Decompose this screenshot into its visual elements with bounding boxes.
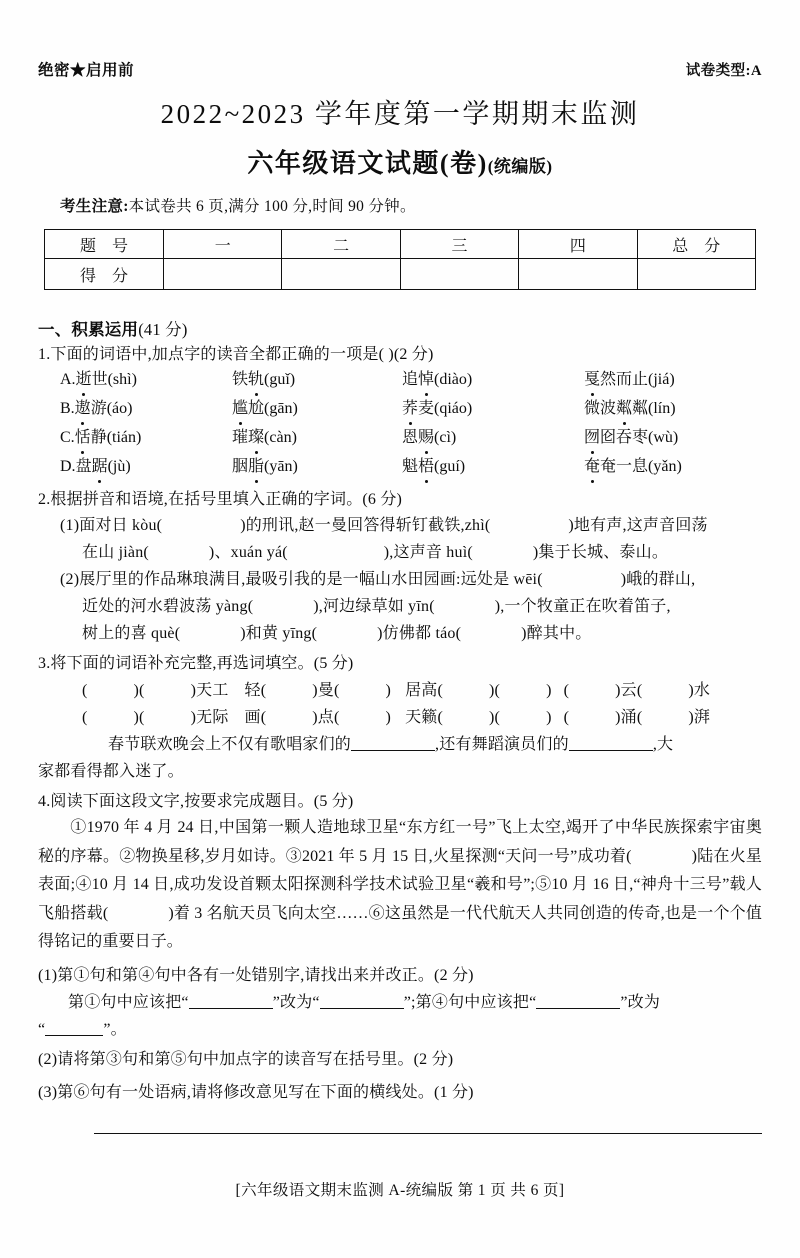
section-1-heading: [38, 316, 188, 340]
score-table-col-total: 总 分: [637, 230, 755, 259]
dotted-char: 脂: [248, 453, 264, 476]
section-1-title: 一、积累运用: [38, 320, 139, 339]
question-1-options: [60, 366, 762, 482]
question-4-sub3-stem: (3)第⑥句有一处语病,请将修改意见写在下面的横线处。(1 分): [38, 1084, 474, 1101]
option-d-item-3: 魁梧(guí): [402, 453, 584, 476]
exam-edition-label: (统编版): [487, 157, 553, 176]
score-table-score-row: [45, 259, 756, 290]
top-strip: [38, 58, 762, 80]
dotted-char: 赐: [418, 424, 434, 447]
exam-title-line1: 2022~2023 学年度第一学期期末监测: [160, 99, 640, 129]
score-table-col-4: 四: [519, 230, 637, 259]
candidate-notice: [60, 194, 416, 216]
option-a-item-1: A.逝世(shì): [60, 366, 232, 389]
option-d-item-2: 胭脂(yān): [232, 453, 402, 476]
answer-blank[interactable]: [536, 993, 620, 1009]
score-cell-3[interactable]: [400, 259, 518, 290]
passage-part-1: ①1970 年 4 月 24 日,中国第一颗人造地球卫星“东方红一号”飞上太空,竭开了中华民族探索宇宙奥秘的序幕。②物换星移,岁月如诗。③2021 年 5 月 15 日,火星探测“天问一号”成功着(: [38, 819, 762, 865]
question-4-stem: 4.阅读下面这段文字,按要求完成题目。(5 分): [38, 793, 354, 810]
dotted-char: 踞: [92, 453, 108, 476]
question-3-stem: 3.将下面的词语补充完整,再选词填空。(5 分): [38, 655, 354, 672]
option-a-item-4: 戛然而止(jiá): [584, 366, 762, 389]
dotted-char: 囫: [584, 424, 600, 447]
question-2-stem: 2.根据拼音和语境,在括号里填入正确的字词。(6 分): [38, 491, 403, 508]
footer-divider: [94, 1133, 762, 1134]
confidential-label: 绝密★启用前: [38, 62, 135, 79]
dotted-char: 逝: [76, 366, 92, 389]
dotted-char: 悼: [418, 366, 434, 389]
question-4-sub2-stem: (2)请将第③句和第⑤句中加点字的读音写在括号里。(2 分): [38, 1051, 454, 1068]
score-table-header-row: [45, 230, 756, 259]
score-cell-4[interactable]: [519, 259, 637, 290]
answer-blank[interactable]: [569, 735, 653, 751]
option-c-item-3: 恩赐(cì): [402, 424, 584, 447]
option-b-item-3: 荞麦(qiáo): [402, 395, 584, 418]
question-1-stem: 1.下面的词语中,加点字的读音全都正确的一项是( )(2 分): [38, 346, 434, 363]
score-table: [44, 229, 756, 290]
question-4-passage: [38, 814, 762, 957]
option-c-item-1: C.恬静(tián): [60, 424, 232, 447]
candidate-notice-label: 考生注意:: [60, 198, 129, 215]
answer-blank[interactable]: [189, 993, 273, 1009]
exam-title-line2: [38, 143, 762, 180]
option-d-item-1: D.盘踞(jù): [60, 453, 232, 476]
dotted-char: 粼: [616, 395, 632, 418]
score-cell-2[interactable]: [282, 259, 400, 290]
candidate-notice-text: 本试卷共 6 页,满分 100 分,时间 90 分钟。: [128, 198, 416, 215]
paper-sheet: [38, 0, 762, 1258]
dotted-char: 轨: [248, 366, 264, 389]
question-1-option-d[interactable]: [60, 453, 762, 482]
score-table-col-1: 一: [164, 230, 282, 259]
answer-blank[interactable]: [320, 993, 404, 1009]
question-3-sentence-line1: 春节联欢晚会上不仅有歌唱家们的 ,还有舞蹈演员们的 ,大: [108, 736, 674, 753]
option-a-item-3: 追悼(diào): [402, 366, 584, 389]
page-footer: [六年级语文期末监测 A-统编版 第 1 页 共 6 页]: [235, 1182, 565, 1199]
score-table-col-3: 三: [400, 230, 518, 259]
passage-part-3: )着 3 名航天员飞向太空……⑥这虽然是一代代航天人共同创造的传奇,也是一个个值得铭记的重要日子。: [38, 904, 762, 950]
question-2-sub2-line3: 树上的喜 què( )和黄 yīng( )仿佛都 táo( )醉其中。: [82, 625, 592, 642]
dotted-char: 梧: [418, 453, 434, 476]
question-2-sub1-line1: (1)面对日 kòu( )的刑讯,赵一曼回答得斩钉截铁,zhì( )地有声,这声音回荡: [60, 517, 708, 534]
question-3-idiom-row-2[interactable]: ( )( )无际 画( )点( ) 天籁( )( ) ( )涌( )湃: [82, 709, 711, 726]
option-b-item-4: 微波粼粼(lín): [584, 395, 762, 418]
option-b-item-2: 尴尬(gān): [232, 395, 402, 418]
dotted-char: 荞: [402, 395, 418, 418]
score-table-col-2: 二: [282, 230, 400, 259]
dotted-char: 璨: [248, 424, 264, 447]
score-table-row-label-score: 得 分: [45, 259, 164, 290]
question-1-option-b[interactable]: [60, 395, 762, 424]
dotted-char: 戛: [584, 366, 600, 389]
dotted-char: 尴: [232, 395, 248, 418]
question-2-sub1-line2: 在山 jiàn( )、xuán yá( ),这声音 huì( )集于长城、泰山。: [82, 544, 669, 561]
answer-blank[interactable]: [351, 735, 435, 751]
question-4-sub1-stem: (1)第①句和第④句中各有一处错别字,请找出来并改正。(2 分): [38, 967, 474, 984]
question-1-option-a[interactable]: [60, 366, 762, 395]
score-table-row-label-question: 题 号: [45, 230, 164, 259]
passage-part-2: )陆在火星表面;④10 月 14 日,成功发设首颗太阳探测科学技术试验卫星“羲和号”;⑤10 月 16 日,“神舟十三号”载人飞船搭载(: [38, 847, 762, 922]
answer-blank[interactable]: [45, 1020, 103, 1036]
section-1-points: (41 分): [138, 320, 188, 339]
option-c-item-2: 璀璨(càn): [232, 424, 402, 447]
option-c-item-4: 囫囵吞枣(wù): [584, 424, 762, 447]
option-a-item-2: 铁轨(guǐ): [232, 366, 402, 389]
dotted-char: 遨: [75, 395, 91, 418]
score-cell-total[interactable]: [637, 259, 755, 290]
option-b-item-1: B.遨游(áo): [60, 395, 232, 418]
question-1-option-c[interactable]: [60, 424, 762, 453]
paper-type-label: 试卷类型:A: [685, 63, 762, 79]
exam-subject-title: 六年级语文试题(卷): [247, 149, 488, 178]
score-cell-1[interactable]: [164, 259, 282, 290]
question-4-sub1-answer-line2: “ ”。: [38, 1021, 127, 1038]
question-2-sub2-line1: (2)展厅里的作品琳琅满目,最吸引我的是一幅山水田园画:远处是 wēi( )峨的群山,: [60, 571, 696, 588]
dotted-char: 恬: [75, 424, 91, 447]
question-3-idiom-row-1[interactable]: ( )( )天工 轻( )曼( ) 居高( )( ) ( )云( )水: [82, 682, 711, 699]
question-3-sentence-line2: 家都看得都入迷了。: [38, 763, 184, 780]
option-d-item-4: 奄奄一息(yǎn): [584, 453, 762, 476]
question-2-sub2-line2: 近处的河水碧波荡 yàng( ),河边绿草如 yīn( ),一个牧童正在吹着笛子,: [82, 598, 671, 615]
dotted-char: 奄: [584, 453, 600, 476]
question-4-sub1-answer-line1: 第①句中应该把“ ”改为“ ”;第④句中应该把“ ”改为: [68, 994, 661, 1011]
